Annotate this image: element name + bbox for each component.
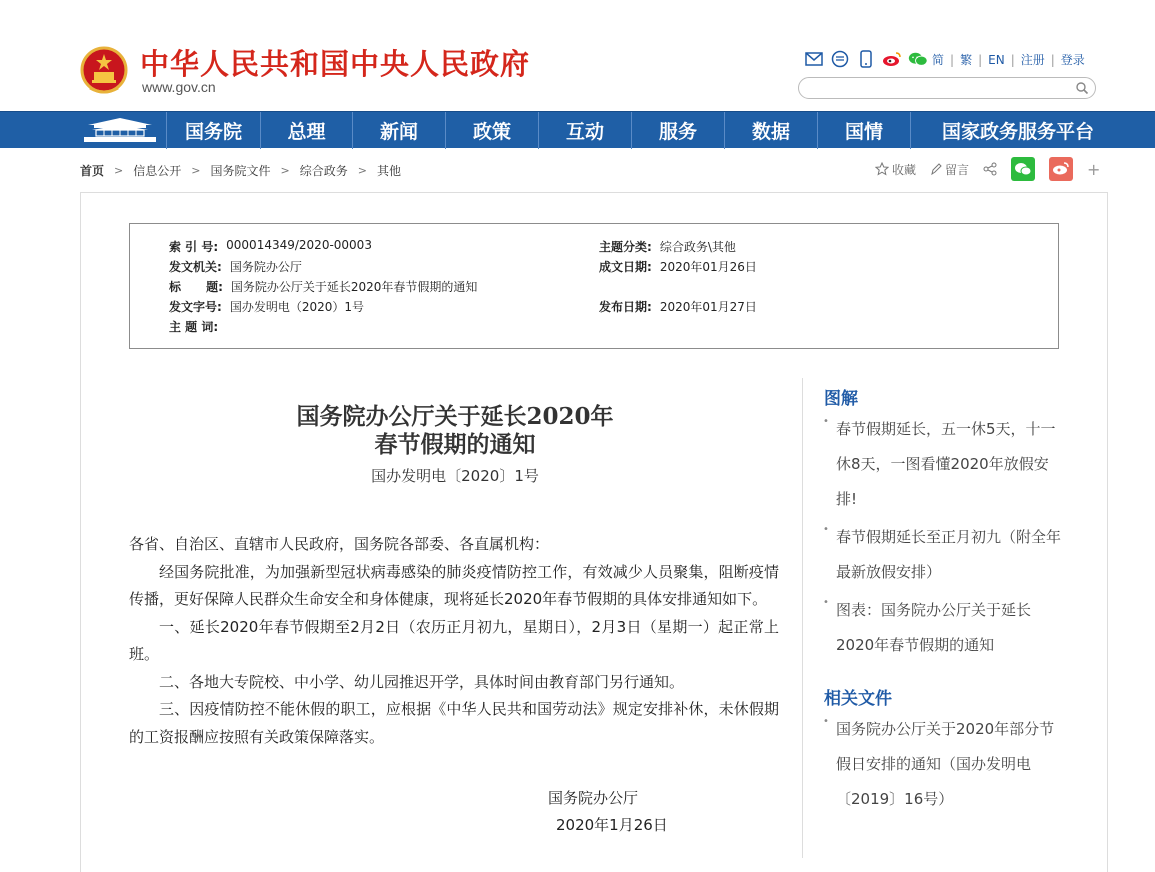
- share-icon: [983, 162, 997, 176]
- sidebar-link[interactable]: 春节假期延长至正月初九（附全年最新放假安排）: [836, 528, 1062, 581]
- sidebar-graphics-list: [823, 412, 1063, 663]
- search-icon[interactable]: [1075, 81, 1089, 95]
- list-item[interactable]: [823, 520, 1063, 590]
- tiananmen-logo-icon[interactable]: [78, 115, 162, 145]
- nav-items: [166, 112, 1125, 149]
- article-body: [129, 531, 779, 751]
- meta-written-date-row: [599, 258, 757, 275]
- national-emblem-icon[interactable]: [80, 46, 128, 96]
- separator: |: [1010, 52, 1015, 67]
- article-salutation: 各省、自治区、直辖市人民政府，国务院各部委、各直属机构：: [129, 535, 550, 553]
- breadcrumb-general-affairs[interactable]: 综合政务: [299, 164, 348, 178]
- meta-title-value: 国务院办公厅关于延长2020年春节假期的通知: [230, 280, 478, 294]
- share-wechat-button[interactable]: [1011, 157, 1035, 181]
- search-box: [798, 77, 1096, 99]
- nav-item-gov-service-platform[interactable]: 国家政务服务平台: [910, 112, 1125, 149]
- share-tools: [875, 157, 1100, 181]
- nav-item-state-council[interactable]: 国务院: [166, 112, 260, 149]
- favorite-label: 收藏: [892, 162, 917, 177]
- separator: |: [978, 52, 983, 67]
- meta-written-date-label: 成文日期:: [599, 260, 652, 274]
- weibo-icon: [1052, 162, 1070, 176]
- separator: |: [950, 52, 955, 67]
- link-login[interactable]: 登录: [1060, 53, 1085, 67]
- nav-item-news[interactable]: 新闻: [352, 112, 445, 149]
- meta-index-row: [169, 238, 372, 255]
- sidebar-heading-related: 相关文件: [824, 689, 892, 709]
- list-item[interactable]: [823, 412, 1063, 517]
- link-traditional[interactable]: 繁: [960, 53, 973, 67]
- site-header: [0, 0, 1155, 111]
- list-item[interactable]: [823, 593, 1063, 663]
- article-paragraph: 经国务院批准，为加强新型冠状病毒感染的肺炎疫情防控工作，有效减少人员聚集，阻断疫情传播，更好保障人民群众生命安全和身体健康，现将延长2020年春节假期的具体安排通知如下。: [129, 562, 779, 608]
- article-doc-number: 国办发明电〔2020〕1号: [371, 467, 539, 485]
- meta-index-label: 索 引 号:: [169, 240, 219, 254]
- link-english[interactable]: EN: [988, 52, 1005, 67]
- nav-item-data[interactable]: 数据: [724, 112, 817, 149]
- article-title-line-1: 国务院办公厅关于延长2020年: [296, 403, 614, 430]
- sidebar-link[interactable]: 图表：国务院办公厅关于延长2020年春节假期的通知: [836, 601, 1032, 654]
- chevron-right-icon: >: [114, 164, 124, 177]
- meta-subject-value: 综合政务\其他: [659, 240, 736, 254]
- list-item[interactable]: [823, 712, 1063, 817]
- nav-item-services[interactable]: 服务: [631, 112, 724, 149]
- mail-icon[interactable]: [804, 49, 824, 69]
- wechat-icon[interactable]: [908, 49, 928, 69]
- search-input[interactable]: [809, 79, 1069, 99]
- chevron-right-icon: >: [191, 164, 201, 177]
- sidebar-divider: [802, 378, 803, 858]
- chevron-right-icon: >: [280, 164, 290, 177]
- sidebar-related-list: [823, 712, 1063, 817]
- comment-label: 留言: [945, 162, 970, 177]
- link-register[interactable]: 注册: [1020, 53, 1045, 67]
- breadcrumb-other[interactable]: 其他: [376, 164, 401, 178]
- meta-docno-row: [169, 298, 364, 315]
- nav-item-premier[interactable]: 总理: [260, 112, 352, 149]
- main-nav: [0, 111, 1155, 148]
- bullet-icon: •: [823, 416, 829, 427]
- breadcrumb-state-council-docs[interactable]: 国务院文件: [210, 164, 271, 178]
- meta-published-value: 2020年01月27日: [659, 300, 757, 314]
- more-share-button[interactable]: +: [1087, 159, 1101, 179]
- signer: 国务院办公厅: [548, 789, 639, 807]
- star-icon: [875, 162, 889, 176]
- sidebar-heading-graphics: 图解: [824, 389, 858, 409]
- meta-issuer-row: [169, 258, 302, 275]
- link-simplified[interactable]: 简: [932, 53, 945, 67]
- sidebar-link[interactable]: 国务院办公厅关于2020年部分节假日安排的通知（国办发明电〔2019〕16号）: [836, 720, 1055, 808]
- document-meta-table: [129, 223, 1059, 349]
- bullet-icon: •: [823, 524, 829, 535]
- article-paragraph: 一、延长2020年春节假期至2月2日（农历正月初九，星期日），2月3日（星期一）起正常上班。: [129, 617, 779, 663]
- nav-item-national-info[interactable]: 国情: [817, 112, 910, 149]
- meta-subject-label: 主题分类:: [599, 240, 652, 254]
- sidebar-link[interactable]: 春节假期延长，五一休5天，十一休8天，一图看懂2020年放假安排!: [836, 420, 1056, 508]
- nav-item-policy[interactable]: 政策: [445, 112, 538, 149]
- article-title-line-2: 春节假期的通知: [374, 431, 536, 458]
- meta-keywords-label: 主 题 词:: [169, 320, 219, 334]
- sign-date: 2020年1月26日: [556, 816, 668, 834]
- message-icon[interactable]: [830, 49, 850, 69]
- meta-published-label: 发布日期:: [599, 300, 652, 314]
- top-icon-bar: [804, 49, 928, 69]
- meta-written-date-value: 2020年01月26日: [659, 260, 757, 274]
- article-paragraph: 三、因疫情防控不能休假的职工，应根据《中华人民共和国劳动法》规定安排补休，未休假期的工资报酬应按照有关政策保障落实。: [129, 700, 779, 746]
- meta-issuer-value: 国务院办公厅: [229, 260, 302, 274]
- breadcrumb: [80, 162, 401, 179]
- share-weibo-button[interactable]: [1049, 157, 1073, 181]
- meta-title-row: [169, 278, 477, 295]
- meta-index-value: 000014349/2020-00003: [226, 238, 372, 252]
- nav-item-interaction[interactable]: 互动: [538, 112, 631, 149]
- meta-docno-value: 国办发明电（2020）1号: [229, 300, 364, 314]
- breadcrumb-home[interactable]: 首页: [80, 164, 105, 178]
- meta-issuer-label: 发文机关:: [169, 260, 222, 274]
- meta-keywords-row: [169, 318, 226, 335]
- weibo-icon[interactable]: [882, 49, 902, 69]
- meta-published-row: [599, 298, 757, 315]
- favorite-button[interactable]: [875, 161, 916, 178]
- comment-button[interactable]: [930, 161, 969, 178]
- meta-title-label: 标 题:: [169, 280, 223, 294]
- article-title: [180, 403, 730, 459]
- share-button[interactable]: [983, 162, 997, 176]
- article-paragraph: 二、各地大专院校、中小学、幼儿园推迟开学，具体时间由教育部门另行通知。: [159, 672, 685, 691]
- site-url[interactable]: www.gov.cn: [142, 79, 216, 95]
- meta-subject-row: [599, 238, 736, 255]
- wechat-icon: [1014, 162, 1032, 176]
- breadcrumb-info-disclosure[interactable]: 信息公开: [133, 164, 182, 178]
- meta-docno-label: 发文字号:: [169, 300, 222, 314]
- pencil-icon: [930, 162, 942, 176]
- bullet-icon: •: [823, 716, 829, 727]
- bullet-icon: •: [823, 597, 829, 608]
- site-title[interactable]: 中华人民共和国中央人民政府: [140, 47, 531, 81]
- article-signature: [548, 785, 668, 839]
- top-links: [932, 51, 1085, 68]
- chevron-right-icon: >: [357, 164, 367, 177]
- mobile-icon[interactable]: [856, 49, 876, 69]
- separator: |: [1050, 52, 1055, 67]
